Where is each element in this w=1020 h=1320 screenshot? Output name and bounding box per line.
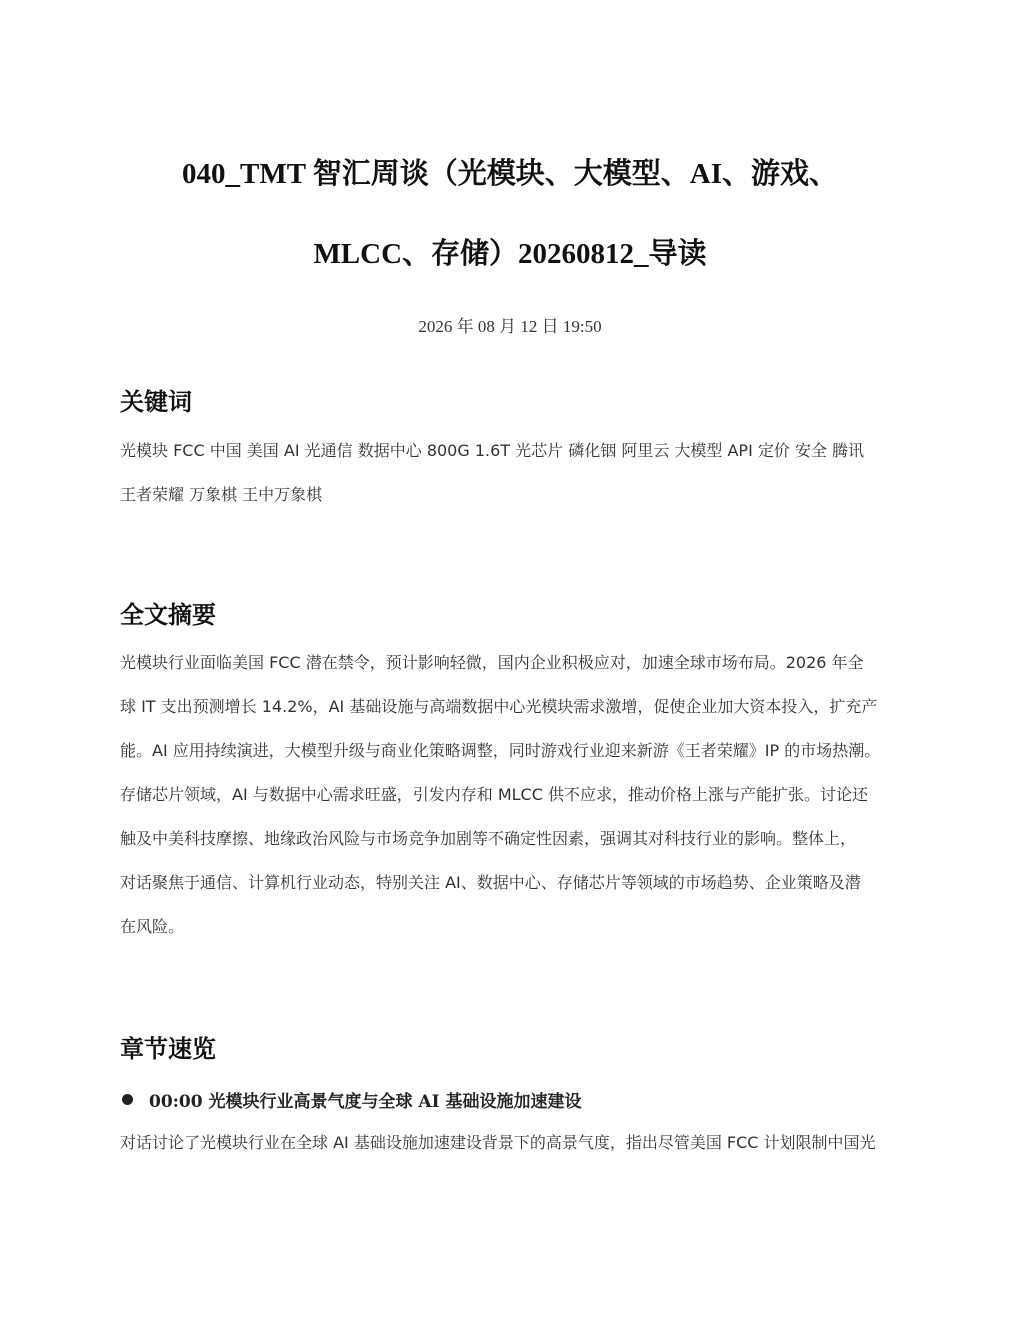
keywords-line: 王者荣耀 万象棋 王中万象棋 — [120, 485, 323, 504]
summary-heading: 全文摘要 — [120, 601, 216, 629]
bullet-icon — [122, 1094, 133, 1105]
keywords-heading: 关键词 — [120, 388, 192, 416]
summary-line: 存储芯片领域，AI 与数据中心需求旺盛，引发内存和 MLCC 供不应求，推动价格上涨与产能扩张。讨论还 — [120, 785, 868, 804]
chapter-title: 00:00 光模块行业高景气度与全球 AI 基础设施加速建设 — [149, 1092, 582, 1112]
summary-line: 在风险。 — [120, 917, 185, 936]
keywords-line: 光模块 FCC 中国 美国 AI 光通信 数据中心 800G 1.6T 光芯片 磷化铟 阿里云 大模型 API 定价 安全 腾讯 — [120, 441, 865, 460]
keywords-text — [120, 429, 910, 517]
chapter-body — [120, 1121, 910, 1165]
summary-line: 能。AI 应用持续演进，大模型升级与商业化策略调整，同时游戏行业迎来新游《王者荣耀》IP 的市场热潮。 — [120, 741, 881, 760]
chapters-heading: 章节速览 — [120, 1035, 216, 1063]
chapter-body-line: 对话讨论了光模块行业在全球 AI 基础设施加速建设背景下的高景气度，指出尽管美国 FCC 计划限制中国光 — [120, 1133, 876, 1152]
document-title-line-1: 040_TMT 智汇周谈（光模块、大模型、AI、游戏、 — [181, 158, 838, 190]
chapter-item — [120, 1087, 582, 1112]
summary-line: 触及中美科技摩擦、地缘政治风险与市场竞争加剧等不确定性因素，强调其对科技行业的影响。整体上， — [120, 829, 857, 848]
summary-line: 球 IT 支出预测增长 14.2%，AI 基础设施与高端数据中心光模块需求激增，促使企业加大资本投入，扩充产 — [120, 697, 878, 716]
document-date: 2026 年 08 月 12 日 19:50 — [418, 317, 602, 336]
summary-line: 对话聚焦于通信、计算机行业动态，特别关注 AI、数据中心、存储芯片等领域的市场趋势、企业策略及潜 — [120, 873, 861, 892]
summary-line: 光模块行业面临美国 FCC 潜在禁令，预计影响轻微，国内企业积极应对，加速全球市场布局。2026 年全 — [120, 653, 864, 672]
summary-text — [120, 641, 910, 949]
document-title-line-2: MLCC、存储）20260812_导读 — [313, 238, 707, 270]
